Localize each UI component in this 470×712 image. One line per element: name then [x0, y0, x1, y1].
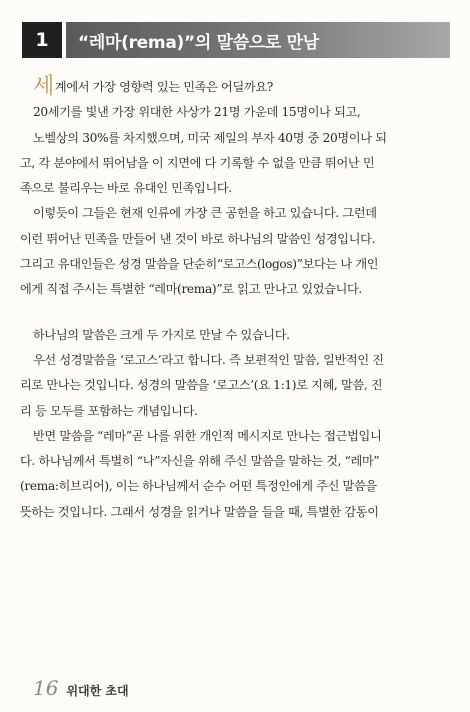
drop-cap: 세	[33, 74, 54, 99]
text-line: 리로 만나는 것입니다. 성경의 말씀을 ‘로고스’(요 1:1)로 지혜, 말씀, 진	[20, 378, 383, 393]
paragraph-6	[20, 424, 443, 525]
text-line: 리 등 모두를 포함하는 개념입니다.	[20, 403, 198, 418]
paragraph-2	[20, 100, 443, 201]
text-line: 이렇듯이 그들은 현재 인류에 가장 큰 공헌을 하고 있습니다. 그런데	[33, 206, 377, 221]
book-title: 위대한 초대	[66, 684, 129, 698]
text-line: 에게 직접 주시는 특별한 “레마(rema)”로 읽고 만나고 있었습니다.	[20, 282, 362, 297]
text-line: 하나님의 말씀은 크게 두 가지로 만날 수 있습니다.	[33, 327, 290, 342]
text-line: 20세기를 빛낸 가장 위대한 사상가 21명 가운데 15명이나 되고,	[33, 105, 361, 120]
paragraph-5	[20, 348, 443, 424]
text-line: 세계에서 가장 영향력 있는 민족은 어딜까요?	[33, 74, 273, 99]
text-line: (rema:히브리어), 이는 하나님께서 순수 어떤 특정인에게 주신 말씀을	[20, 479, 377, 494]
text-line: 다. 하나님께서 특별히 “나”자신을 위해 주신 말씀을 말하는 것, “레마”	[20, 454, 380, 469]
text-line: 고, 각 분야에서 뛰어남을 이 지면에 다 기록할 수 없을 만큼 뛰어난 민	[20, 155, 375, 170]
text-line: 우선 성경말씀을 ‘로고스’라고 합니다. 즉 보편적인 말씀, 일반적인 진	[33, 352, 384, 367]
paragraph-3	[20, 201, 443, 302]
page-footer	[33, 676, 129, 700]
text-line: 이런 뛰어난 민족을 만들어 낸 것이 바로 하나님의 말씀인 성경입니다.	[20, 231, 376, 246]
body-text	[20, 74, 443, 525]
paragraph-1	[33, 74, 443, 100]
page-number: 16	[33, 676, 59, 700]
paragraph-gap	[33, 303, 443, 323]
text-line: 족으로 불리우는 바로 유대인 민족입니다.	[20, 181, 232, 196]
chapter-title: “레마(rema)”의 말씀으로 만남	[66, 22, 450, 58]
text-line: 그리고 유대인들은 성경 말씀을 단순히“로고스(logos)”보다는 나 개인	[20, 257, 379, 272]
text-line: 뜻하는 것입니다. 그래서 성경을 읽거나 말씀을 들을 때, 특별한 감동이	[20, 504, 379, 519]
chapter-number: 1	[22, 22, 62, 58]
paragraph-4	[33, 323, 443, 348]
text-line: 노벨상의 30%를 차지했으며, 미국 제일의 부자 40명 중 20명이나 되	[33, 130, 387, 145]
text-line: 반면 말씀을 “레마”곧 나를 위한 개인적 메시지로 만나는 접근법입니	[33, 428, 382, 443]
chapter-header	[22, 22, 450, 58]
